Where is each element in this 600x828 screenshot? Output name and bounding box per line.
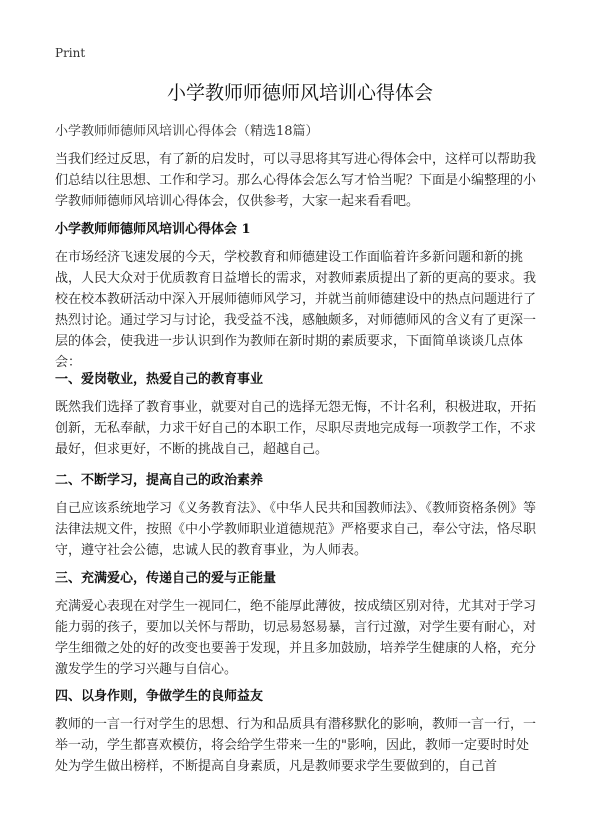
section-heading-3: 三、充满爱心，传递自己的爱与正能量 [55,571,277,586]
section-body-3: 充满爱心表现在对学生一视同仁，绝不能厚此薄彼，按成绩区别对待，尤其对于学习能力弱的孩子，要加以关怀与帮助，切忌易怒易暴，言行过激，对学生要有耐心，对学生细微之处的好的改变也要善于发现，并且多加鼓励，培养学生健康的人格，充分激发学生的学习兴趣与自信心。 [55,599,537,677]
article-intro-paragraph: 在市场经济飞速发展的今天，学校教育和师德建设工作面临着许多新问题和新的挑战，人民大众对于优质教育日益增长的需求，对教师素质提出了新的更高的要求。我校在校本教研活动中深入开展师德师风学习，并就当前师德建设中的热点问题进行了热烈讨论。通过学习与讨论，我受益不浅，感触颇多，对师德师风的含义有了更深一层的体会，使我进一步认识到作为教师在新时期的素质要求，下面简单谈谈几点体会： [55,250,537,370]
intro-paragraph: 当我们经过反思，有了新的启发时，可以寻思将其写进心得体会中，这样可以帮助我们总结以往思想、工作和学习。那么心得体会怎么写才恰当呢？下面是小编整理的小学教师师德师风培训心得体会，仅供参考，大家一起来看看吧。 [55,152,537,209]
section-heading-4: 四、以身作则，争做学生的良师益友 [55,689,264,704]
page-title: 小学教师师德师风培训心得体会 [166,82,433,104]
section-heading-1: 一、爱岗敬业，热爱自己的教育事业 [55,372,264,387]
subtitle: 小学教师师德师风培训心得体会（精选18篇） [55,124,319,139]
section-body-4: 教师的一言一行对学生的思想、行为和品质具有潜移默化的影响，教师一言一行，一举一动，学生都喜欢模仿，将会给学生带来一生的"影响，因此，教师一定要时时处处为学生做出榜样，不断提高自身素质，凡是教师要求学生要做到的，自己首 [55,717,537,774]
section-heading-2: 二、不断学习，提高自己的政治素养 [55,473,264,488]
section-body-1: 既然我们选择了教育事业，就要对自己的选择无怨无悔，不计名利，积极进取，开拓创新，无私奉献，力求干好自己的本职工作，尽职尽责地完成每一项教学工作，不求最好，但求更好，不断的挑战自己，超越自己。 [55,400,537,457]
article-heading: 小学教师师德师风培训心得体会 1 [55,222,251,237]
print-link[interactable]: Print [55,46,86,60]
section-body-2: 自己应该系统地学习《义务教育法》、《中华人民共和国教师法》、《教师资格条例》等法律法规文件，按照《中小学教师职业道德规范》严格要求自己，奉公守法，恪尽职守，遵守社会公德，忠诚人民的教育事业，为人师表。 [55,501,537,558]
